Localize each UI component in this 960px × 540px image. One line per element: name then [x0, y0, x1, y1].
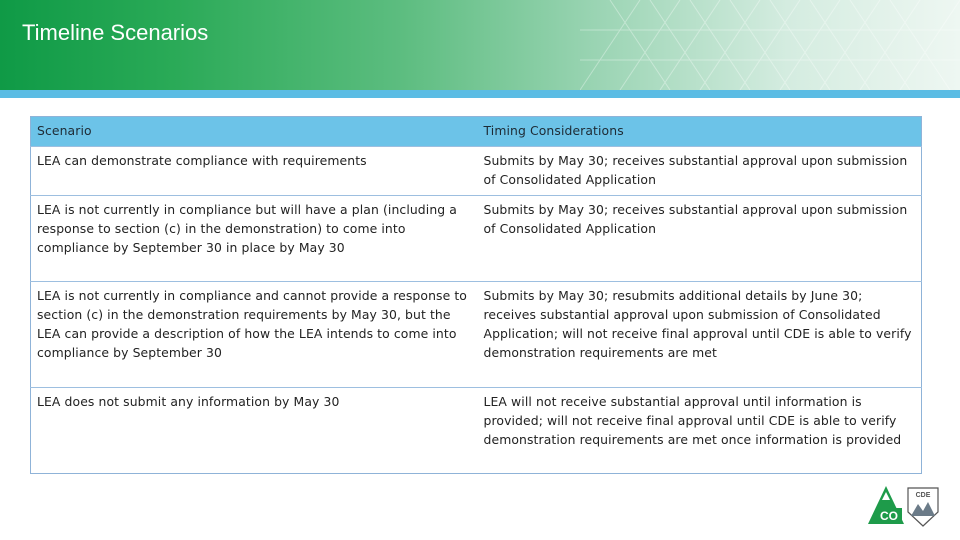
timing-cell: [478, 196, 922, 282]
geometric-pattern: [580, 0, 960, 90]
timing-emphasis: Submits by May 30: [483, 153, 605, 168]
scenario-cell: LEA is not currently in compliance but will have a plan (including a response to section (c) in the demonstration) to come into compliance by September 30 in place by May 30: [31, 196, 478, 282]
timing-text: ; receives substantial approval upon submission of Consolidated Application: [483, 202, 908, 236]
timing-cell: [478, 282, 922, 388]
page-title: Timeline Scenarios: [22, 20, 209, 45]
table-row: [31, 196, 922, 282]
timing-emphasis: Submits by May 30: [483, 202, 605, 217]
colorado-mountain-logo-icon: [868, 484, 944, 528]
timing-text: ; receives substantial approval upon submission of Consolidated Application: [483, 153, 908, 187]
timing-cell: [478, 147, 922, 196]
scenario-cell: LEA does not submit any information by May 30: [31, 388, 478, 474]
timing-text: ; receives substantial approval upon submission of Consolidated Application; will not receive final approval until CDE is able to verify demonstration requirements are met: [483, 288, 912, 360]
column-header-scenario: Scenario: [31, 117, 478, 147]
timeline-table: [30, 116, 922, 474]
table-row: [31, 282, 922, 388]
header-banner: [0, 0, 960, 90]
table-header-row: [31, 117, 922, 147]
accent-bar: [0, 90, 960, 98]
table-row: [31, 147, 922, 196]
column-header-timing: Timing Considerations: [478, 117, 922, 147]
scenario-cell: LEA is not currently in compliance and cannot provide a response to section (c) in the demonstration requirements by May 30, but the LEA can provide a description of how the LEA intends to come into compliance by September 30: [31, 282, 478, 388]
table-row: [31, 388, 922, 474]
logo-cde-text: CDE: [915, 492, 931, 499]
logo-co-text: CO: [880, 509, 898, 523]
scenario-cell: LEA can demonstrate compliance with requirements: [31, 147, 478, 196]
timing-cell: [478, 388, 922, 474]
timing-text: LEA will not receive substantial approval until information is provided; will not receive final approval until CDE is able to verify demonstration requirements are met once information is provided: [483, 394, 902, 447]
timing-emphasis: Submits by May 30; resubmits additional details by June 30: [483, 288, 859, 303]
